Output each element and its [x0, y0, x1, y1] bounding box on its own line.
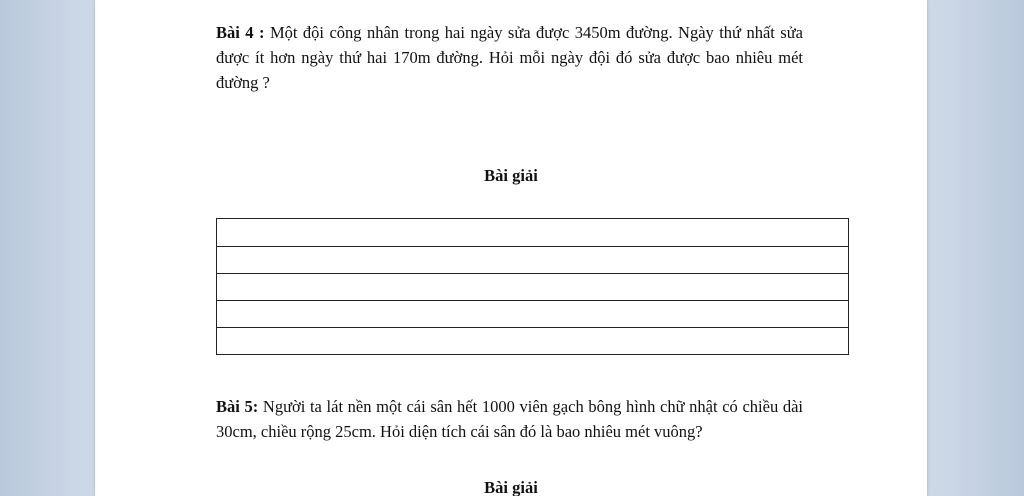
answer-line	[217, 246, 848, 247]
problem-4-solution-heading: Bài giải	[484, 166, 538, 185]
answer-line	[217, 327, 848, 328]
document-page	[95, 0, 927, 496]
problem-5-solution-heading: Bài giải	[484, 478, 538, 496]
answer-line	[217, 273, 848, 274]
problem-4-label: Bài 4 :	[216, 23, 265, 42]
problem-5-body: Người ta lát nền một cái sân hết 1000 viên gạch bông hình chữ nhật có chiều dài 30cm, chiều rộng 25cm. Hỏi diện tích cái sân đó là bao nhiêu mét vuông?	[216, 397, 804, 441]
problem-5-label: Bài 5:	[216, 397, 259, 416]
problem-4-body: Một đội công nhân trong hai ngày sửa được 3450m đường. Ngày thứ nhất sửa được ít hơn ngày thứ hai 170m đường. Hỏi mỗi ngày đội đó sửa được bao nhiêu mét đường ?	[216, 23, 803, 92]
problem-5-text	[216, 394, 803, 444]
answer-box[interactable]	[216, 218, 849, 355]
answer-line	[217, 300, 848, 301]
problem-4-text	[216, 20, 803, 95]
